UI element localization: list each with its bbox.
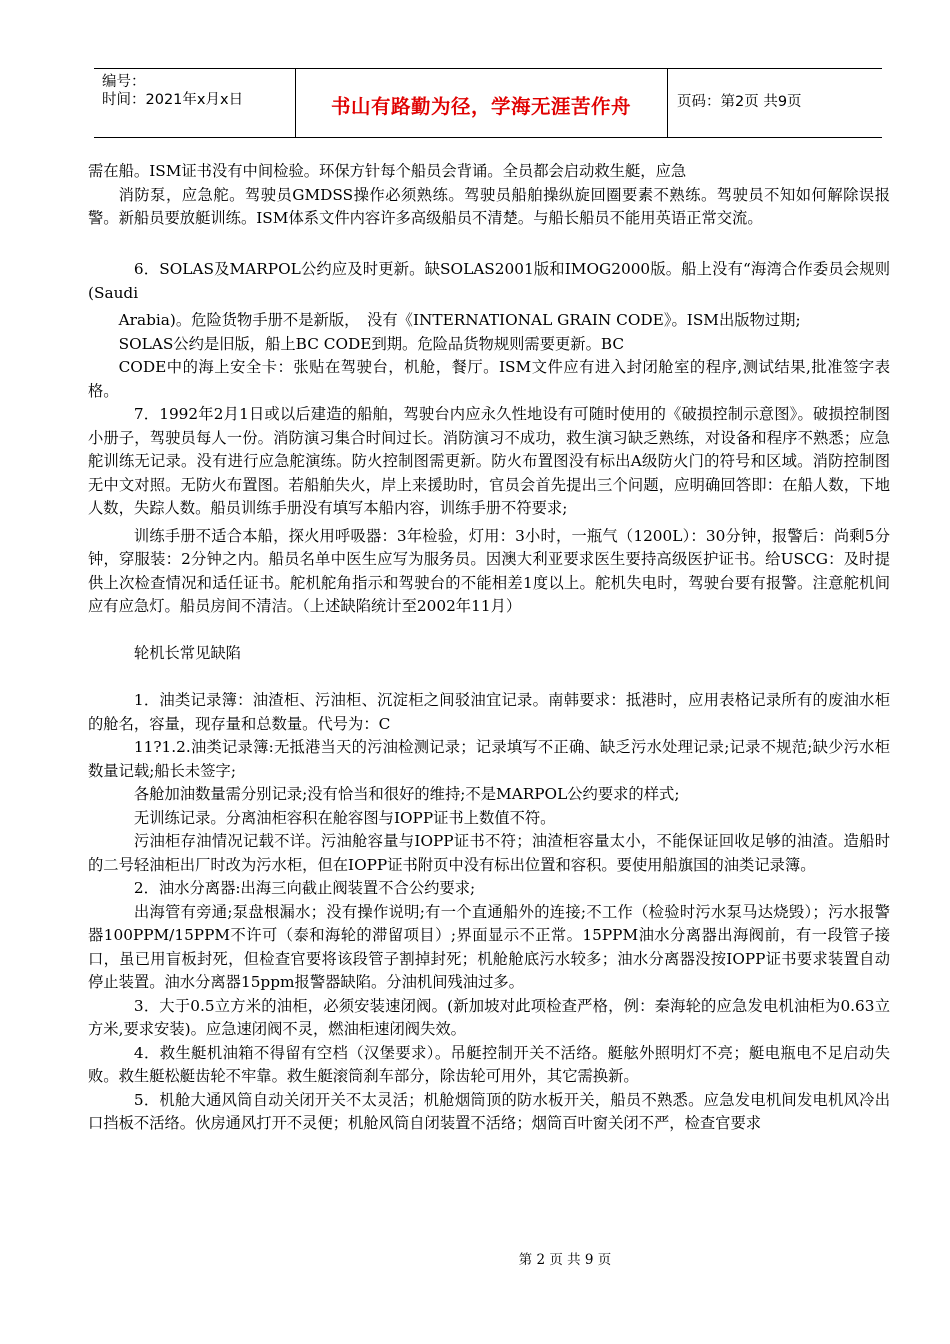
paragraph: 污油柜存油情况记载不详。污油舱容量与IOPP证书不符；油渣柜容量太小，不能保证回收足够的油渣。造船时的二号轻油柜出厂时改为污水柜，但在IOPP证书附页中没有标出位置和容积。要使用船旗国的油类记录簿。	[88, 832, 890, 874]
paragraph: 7．1992年2月1日或以后建造的船舶，驾驶台内应永久性地设有可随时使用的《破损控制示意图》。破损控制图小册子，驾驶员每人一份。消防演习集合时间过长。消防演习不成功，救生演习缺乏熟练，对设备和程序不熟悉；应急舵训练无记录。没有进行应急舵演练。防火控制图需更新。防火布置图没有标出A级防火门的符号和区域。消防控制图无中文对照。无防火布置图。若船舶失火，岸上来援助时，官员会首先提出三个问题，应明确回答即：在船人数，下地人数，失踪人数。船员训练手册没有填写本船内容，训练手册不符要求;	[88, 405, 890, 517]
header-motto: 书山有路勤为径，学海无涯苦作舟	[330, 95, 631, 118]
footer-page-number: 第 2 页 共 9 页	[518, 1252, 612, 1268]
paragraph: 6．SOLAS及MARPOL公约应及时更新。缺SOLAS2001版和IMOG2000版。船上没有“海湾合作委员会规则(Saudi	[88, 260, 890, 302]
header-info-cell	[94, 69, 296, 137]
header-motto-cell	[295, 69, 668, 137]
paragraph: 消防泵，应急舵。驾驶员GMDSS操作必须熟练。驾驶员船舶操纵旋回圈要素不熟练。驾驶员不知如何解除误报警。新船员要放艇训练。ISM体系文件内容许多高级船员不清楚。与船长船员不能用英语正常交流。	[88, 185, 890, 227]
header-page-number: 页码：第2页 共9页	[677, 94, 802, 110]
paragraph: 5．机舱大通风筒自动关闭开关不太灵活；机舱烟筒顶的防水板开关，船员不熟悉。应急发电机间发电机风冷出口挡板不活络。伙房通风打开不灵便；机舱风筒自闭装置不活络；烟筒百叶窗关闭不严，检查官要求	[88, 1090, 890, 1132]
paragraph: 11?1.2.油类记录簿:无抵港当天的污油检测记录；记录填写不正确、缺乏污水处理记录;记录不规范;缺少污水柜数量记载;船长未签字;	[88, 738, 890, 780]
paragraph: 各舱加油数量需分别记录;没有恰当和很好的维持;不是MARPOL公约要求的样式;	[133, 785, 680, 803]
paragraph: CODE中的海上安全卡：张贴在驾驶台，机舱，餐厅。ISM文件应有进入封闭舱室的程序,测试结果,批准签字表格。	[88, 358, 890, 400]
document-time-label: 时间：2021年x月x日	[102, 92, 244, 108]
paragraph: 出海管有旁通;泵盘根漏水；没有操作说明;有一个直通船外的连接;不工作（检验时污水泵马达烧毁）；污水报警器100PPM/15PPM不许可（泰和海轮的滞留项目）;界面显示不正常。15PPM油水分离器出海阀前，有一段管子接口，虽已用盲板封死，但检查官要将该段管子割掉封死；机舱舱底污水较多；油水分离器没按IOPP证书要求装置自动停止装置。油水分离器15ppm报警器缺陷。分油机间残油过多。	[88, 902, 890, 991]
section-heading: 轮机长常见缺陷	[133, 644, 241, 662]
page-footer	[0, 1248, 950, 1268]
header-page-cell	[667, 69, 882, 137]
paragraph: 3．大于0.5立方米的油柜，必须安装速闭阀。(新加坡对此项检查严格，例：秦海轮的应急发电机油柜为0.63立方米,要求安装)。应急速闭阀不灵，燃油柜速闭阀失效。	[88, 996, 890, 1038]
page-header	[94, 68, 882, 138]
paragraph: 2．油水分离器:出海三向截止阀装置不合公约要求;	[133, 879, 476, 897]
paragraph: 1．油类记录簿：油渣柜、污油柜、沉淀柜之间驳油宜记录。南韩要求：抵港时，应用表格记录所有的废油水柜的舱名，容量，现存量和总数量。代号为：C	[88, 691, 890, 733]
paragraph: 4．救生艇机油箱不得留有空档（汉堡要求）。吊艇控制开关不活络。艇舷外照明灯不亮；艇电瓶电不足启动失败。救生艇松艇齿轮不牢靠。救生艇滚筒刹车部分，除齿轮可用外，其它需换新。	[88, 1043, 890, 1085]
paragraph: 需在船。ISM证书没有中间检验。环保方针每个船员会背诵。全员都会启动救生艇，应急	[88, 162, 687, 180]
paragraph: Arabia)。危险货物手册不是新版， 没有《INTERNATIONAL GRAIN CODE》。ISM出版物过期;	[118, 311, 801, 329]
document-number-label: 编号：	[102, 74, 146, 90]
paragraph: 训练手册不适合本船，探火用呼吸器：3年检验，灯用：3小时，一瓶气（1200L）：30分钟，报警后：尚剩5分钟，穿服装：2分钟之内。船员名单中医生应写为服务员。因澳大利亚要求医生要持高级医护证书。给USCG：及时提供上次检查情况和适任证书。舵机舵角指示和驾驶台的不能相差1度以上。舵机失电时，驾驶台要有报警。注意舵机间应有应急灯。船员房间不清洁。（上述缺陷统计至2002年11月）	[88, 526, 890, 615]
document-body	[88, 160, 890, 1136]
paragraph: SOLAS公约是旧版，船上BC CODE到期。危险品货物规则需要更新。BC	[118, 334, 625, 353]
paragraph: 无训练记录。分离油柜容积在舱容图与IOPP证书上数值不符。	[133, 808, 556, 827]
